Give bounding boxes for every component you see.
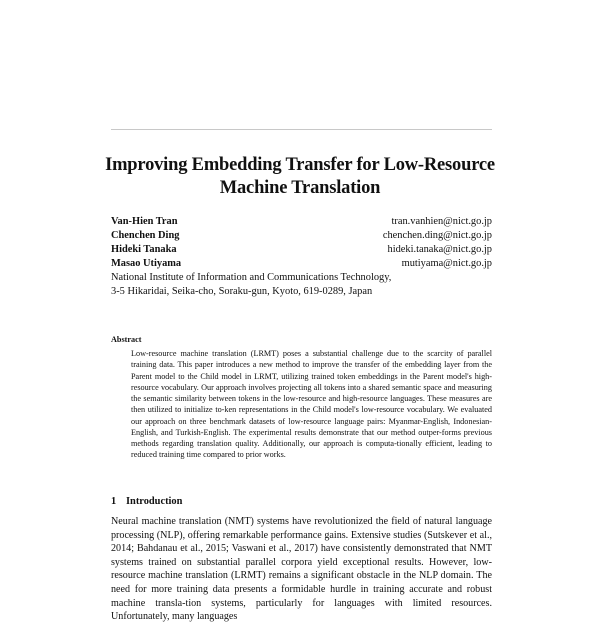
author-email[interactable]: tran.vanhien@nict.go.jp xyxy=(391,216,492,227)
author-row xyxy=(111,243,492,257)
section-title: Introduction xyxy=(126,496,183,507)
author-block xyxy=(111,215,492,299)
author-email[interactable]: hideki.tanaka@nict.go.jp xyxy=(387,244,492,255)
paper-title xyxy=(60,154,540,200)
author-name: Masao Utiyama xyxy=(111,258,182,269)
abstract-heading: Abstract xyxy=(111,335,142,344)
author-email[interactable]: chenchen.ding@nict.go.jp xyxy=(382,230,492,241)
affiliation-line-1: National Institute of Information and Communications Technology, xyxy=(111,272,392,283)
author-row xyxy=(111,215,492,229)
author-name: Chenchen Ding xyxy=(111,230,180,241)
affiliation-line-2: 3-5 Hikaridai, Seika-cho, Soraku-gun, Kyoto, 619-0289, Japan xyxy=(111,286,373,297)
section-heading xyxy=(111,496,182,507)
introduction-text: Neural machine translation (NMT) systems have revolutionized the field of natural language processing (NLP), offering remarkable performance gains. Extensive studies (Sutskever et al., 2014; Bahdanau et al., 2015; Vaswani et al., 2017) have consistently demonstrated that NMT systems trained on substantial parallel corpora yield exceptional results. However, low-resource machine translation (LRMT) remains a significant obstacle in the NLP domain. The need for more training data presents a formidable hurdle in training accurate and robust machine transla-tion systems, particularly for languages with limited resources. Unfortunately, many languages xyxy=(111,516,492,623)
section-number: 1 xyxy=(111,496,117,507)
title-line-1: Improving Embedding Transfer for Low-Resource xyxy=(105,155,495,175)
header-rule xyxy=(111,129,492,130)
abstract-text: Low-resource machine translation (LRMT) poses a substantial challenge due to the scarcity of parallel training data. This paper introduces a new method to improve the transfer of the embedding layer from the Parent model to the Child model in LRMT, utilizing trained token embeddings in the Parent model's high-resource vocabulary. Our approach involves projecting all tokens into a shared semantic space and measuring the semantic similarity between tokens in the low-resource and high-resource languages. These measures are then utilized to initialize to-ken representations in the Child model's low-resource vocabulary. We evaluated our approach on three benchmark datasets of low-resource language pairs: Myanmar-English, Indonesian-English, and Turkish-English. The experimental results demonstrate that our method outper-forms previous methods regarding translation quality. Additionally, our approach is computa-tionally efficient, leading to reduced training time compared to prior works. xyxy=(131,349,492,460)
title-line-2: Machine Translation xyxy=(219,178,381,198)
author-row xyxy=(111,257,492,271)
author-name: Hideki Tanaka xyxy=(111,244,177,255)
author-email[interactable]: mutiyama@nict.go.jp xyxy=(401,258,492,269)
author-row xyxy=(111,229,492,243)
author-name: Van-Hien Tran xyxy=(111,216,178,227)
